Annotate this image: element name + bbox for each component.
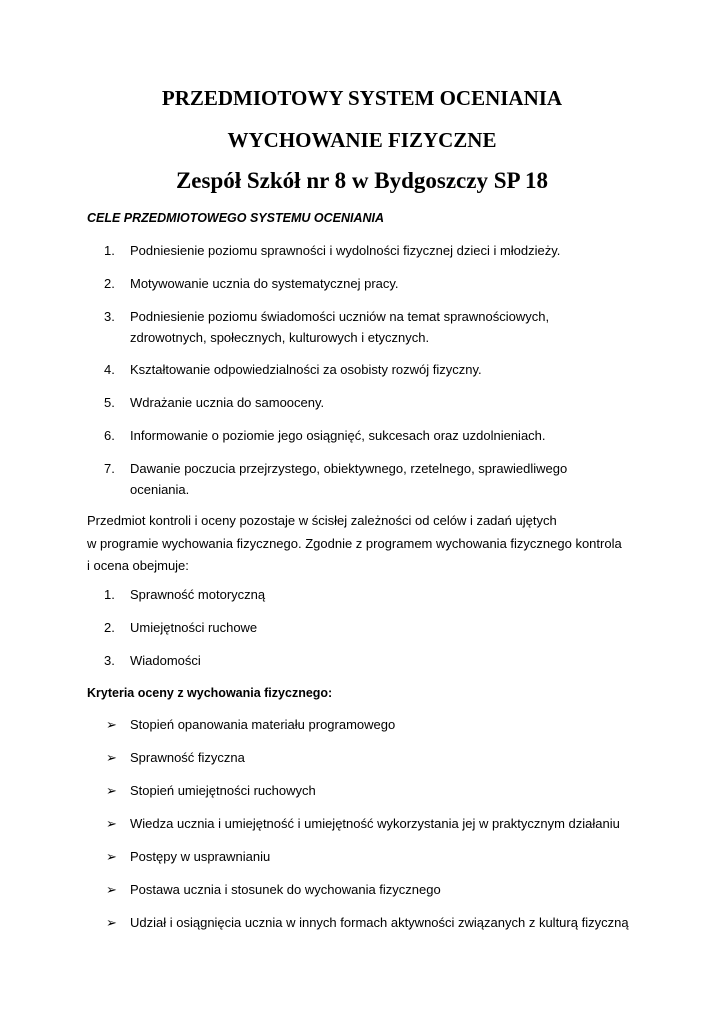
list-item-text: Stopień umiejętności ruchowych	[130, 783, 316, 798]
list-item-text: Informowanie o poziomie jego osiągnięć, sukcesach oraz uzdolnieniach.	[130, 428, 546, 443]
list-item-number: 6.	[104, 428, 115, 443]
list-item-number: 4.	[104, 362, 115, 377]
arrow-bullet-icon: ➢	[106, 915, 117, 930]
list-item-number: 5.	[104, 395, 115, 410]
list-item-number: 1.	[104, 587, 115, 602]
list-item-text: Sprawność fizyczna	[130, 750, 245, 765]
list-item-text: Podniesienie poziomu świadomości uczniów na temat sprawnościowych, zdrowotnych, społecznych, kulturowych i etycznych.	[130, 309, 550, 345]
list-item-text: Dawanie poczucia przejrzystego, obiektywnego, rzetelnego, sprawiedliwego oceniania.	[130, 461, 568, 497]
list-item-text: Motywowanie ucznia do systematycznej pracy.	[130, 276, 399, 291]
document-title: PRZEDMIOTOWY SYSTEM OCENIANIA	[161, 86, 563, 110]
list-item-number: 3.	[104, 653, 115, 668]
document-school: Zespół Szkół nr 8 w Bydgoszczy SP 18	[175, 168, 549, 193]
list-item-text: Podniesienie poziomu sprawności i wydolności fizycznej dzieci i młodzieży.	[130, 243, 561, 258]
list-item-text: Wiedza ucznia i umiejętność i umiejętność wykorzystania jej w praktycznym działaniu	[130, 816, 620, 831]
list-item-number: 7.	[104, 461, 115, 476]
list-item-text: Stopień opanowania materiału programowego	[130, 717, 396, 732]
goals-heading: CELE PRZEDMIOTOWEGO SYSTEMU OCENIANIA	[87, 211, 385, 225]
arrow-bullet-icon: ➢	[106, 849, 117, 864]
list-item-text: Sprawność motoryczną	[130, 587, 266, 602]
list-item-number: 2.	[104, 276, 115, 291]
list-item-text: Wiadomości	[130, 653, 201, 668]
list-item-number: 3.	[104, 309, 115, 324]
list-item-text: Kształtowanie odpowiedzialności za osobisty rozwój fizyczny.	[130, 362, 482, 377]
intro-paragraph: Przedmiot kontroli i oceny pozostaje w ścisłej zależności od celów i zadań ujętych w programie wychowania fizycznego. Zgodnie z programem wychowania fizycznego kontrola i ocena obejmuje:	[87, 513, 622, 573]
list-item-text: Wdrażanie ucznia do samooceny.	[130, 395, 325, 410]
arrow-bullet-icon: ➢	[106, 717, 117, 732]
arrow-bullet-icon: ➢	[106, 750, 117, 765]
document-subject: WYCHOWANIE FIZYCZNE	[227, 128, 497, 152]
arrow-bullet-icon: ➢	[106, 816, 117, 831]
arrow-bullet-icon: ➢	[106, 783, 117, 798]
list-item-text: Postępy w usprawnianiu	[130, 849, 271, 864]
arrow-bullet-icon: ➢	[106, 882, 117, 897]
list-item-number: 1.	[104, 243, 115, 258]
list-item-text: Udział i osiągnięcia ucznia w innych formach aktywności związanych z kulturą fizyczną	[130, 915, 629, 930]
list-item-text: Postawa ucznia i stosunek do wychowania fizycznego	[130, 882, 441, 897]
list-item-text: Umiejętności ruchowe	[130, 620, 258, 635]
list-item-number: 2.	[104, 620, 115, 635]
criteria-heading: Kryteria oceny z wychowania fizycznego:	[87, 686, 333, 700]
